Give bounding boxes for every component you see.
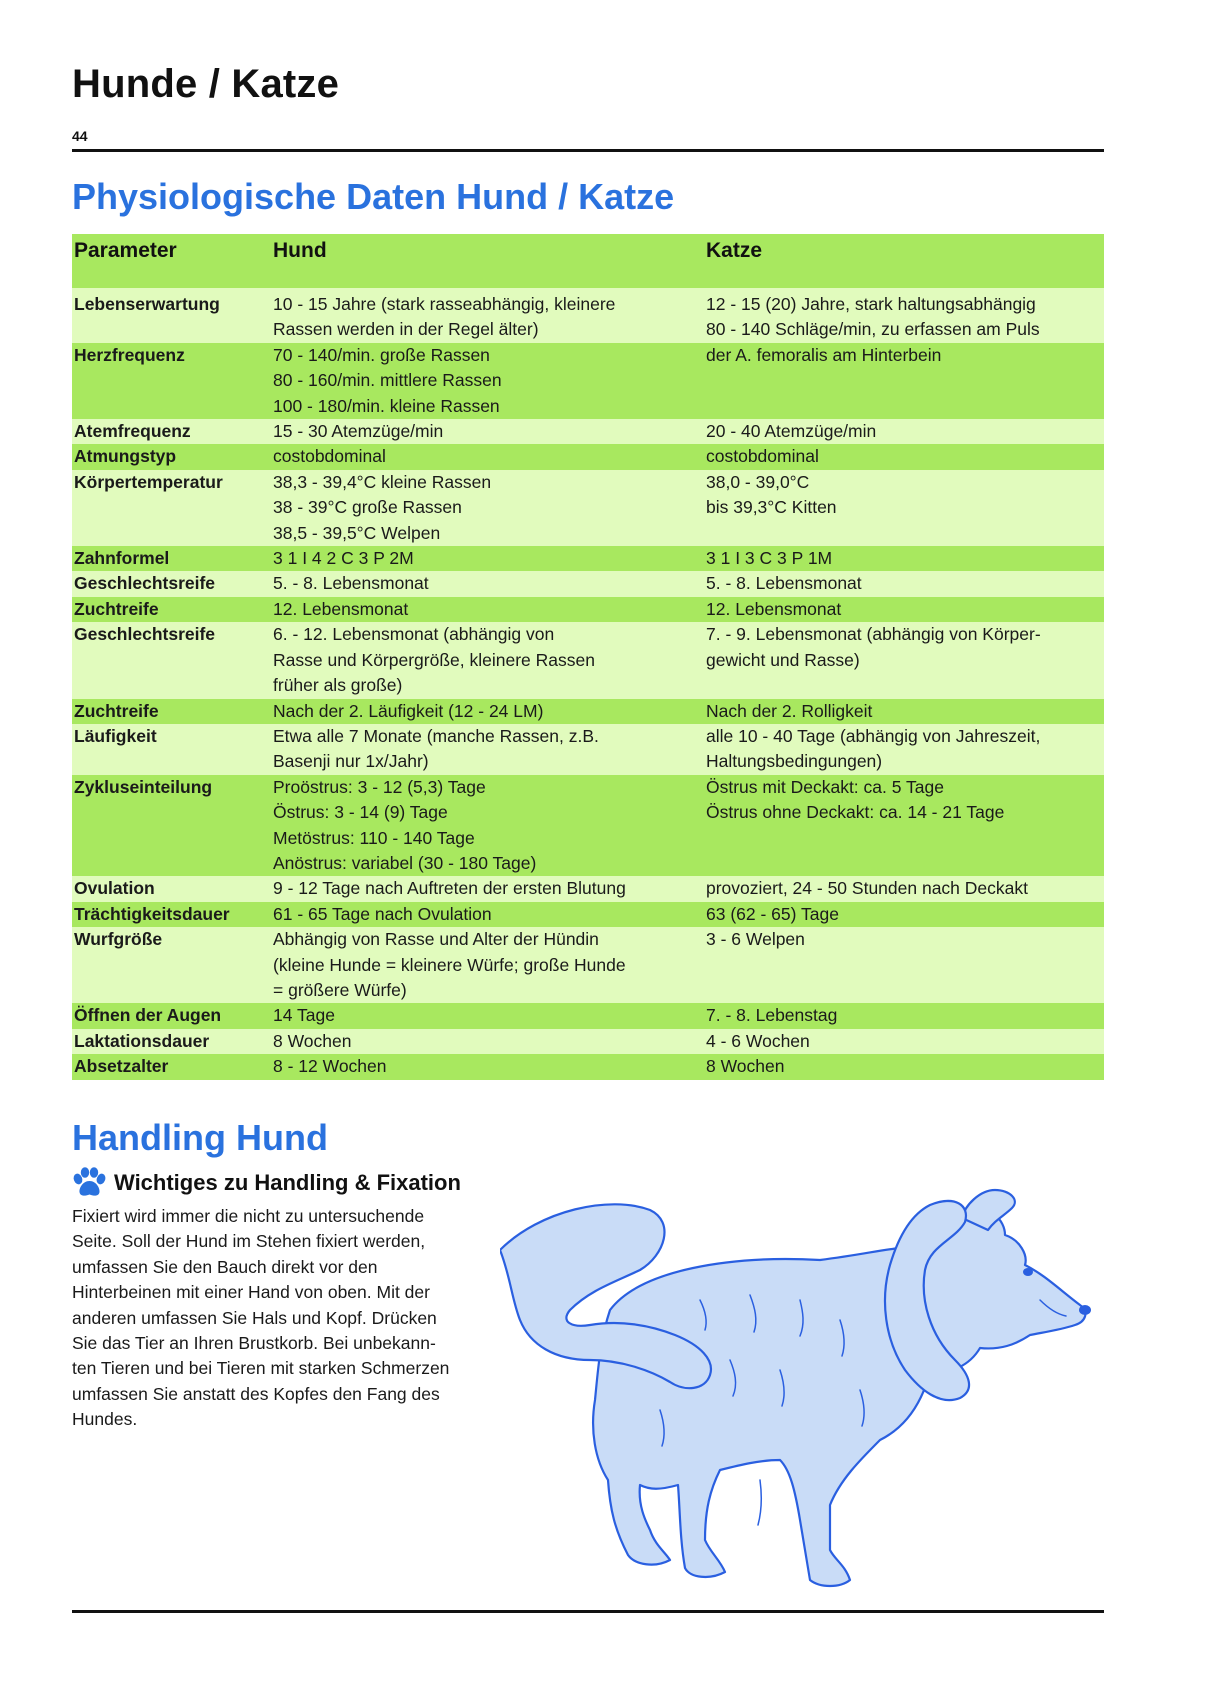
hund-cell <box>271 343 704 419</box>
parameter-cell: Herzfrequenz <box>72 343 271 419</box>
hund-cell-line: 5. - 8. Lebensmonat <box>273 573 429 594</box>
katze-cell <box>704 902 1104 927</box>
table-row <box>72 571 1104 596</box>
hund-cell <box>271 699 704 724</box>
hund-cell-line: 12. Lebensmonat <box>273 598 409 619</box>
body-line: umfassen Sie anstatt des Kopfes den Fang des <box>72 1383 440 1404</box>
table-row <box>72 288 1104 343</box>
hund-cell <box>271 1003 704 1028</box>
parameter-cell: Wurfgröße <box>72 927 271 1003</box>
hund-cell-line: 9 - 12 Tage nach Auftreten der ersten Blutung <box>273 878 626 899</box>
katze-cell-line: 3 - 6 Welpen <box>706 929 805 950</box>
dog-body <box>593 1209 1085 1586</box>
table-row <box>72 775 1104 877</box>
column-header-parameter: Parameter <box>72 234 271 288</box>
hund-cell <box>271 622 704 698</box>
katze-cell <box>704 876 1104 901</box>
parameter-cell: Laktationsdauer <box>72 1029 271 1054</box>
katze-cell-line: 3 1 I 3 C 3 P 1M <box>706 548 833 569</box>
parameter-cell: Zuchtreife <box>72 699 271 724</box>
katze-cell <box>704 419 1104 444</box>
katze-cell-line: 38,0 - 39,0°C <box>706 471 810 492</box>
parameter-cell: Körpertemperatur <box>72 470 271 546</box>
katze-cell <box>704 1029 1104 1054</box>
paw-icon <box>72 1167 106 1199</box>
parameter-cell: Geschlechtsreife <box>72 622 271 698</box>
table-row <box>72 546 1104 571</box>
hund-cell-line: 70 - 140/min. große Rassen <box>273 344 490 365</box>
parameter-cell: Zahnformel <box>72 546 271 571</box>
table-row <box>72 1003 1104 1028</box>
katze-cell <box>704 1054 1104 1079</box>
table-row <box>72 470 1104 546</box>
katze-cell-line: provoziert, 24 - 50 Stunden nach Deckakt <box>706 878 1028 899</box>
hund-cell-line: Nach der 2. Läufigkeit (12 - 24 LM) <box>273 700 544 721</box>
katze-cell <box>704 724 1104 775</box>
hund-cell <box>271 571 704 596</box>
hund-cell-line: Abhängig von Rasse und Alter der Hündin <box>273 929 599 950</box>
body-line: umfassen Sie den Bauch direkt vor den <box>72 1256 378 1277</box>
hund-cell <box>271 444 704 469</box>
parameter-cell: Ovulation <box>72 876 271 901</box>
katze-cell <box>704 470 1104 546</box>
hund-cell <box>271 927 704 1003</box>
table-row <box>72 622 1104 698</box>
body-line: Fixiert wird immer die nicht zu untersuchende <box>72 1206 425 1226</box>
hund-cell-line: 38,3 - 39,4°C kleine Rassen <box>273 471 492 492</box>
parameter-cell: Geschlechtsreife <box>72 571 271 596</box>
katze-cell-line: 4 - 6 Wochen <box>706 1030 810 1051</box>
katze-cell <box>704 546 1104 571</box>
katze-cell-line: Östrus ohne Deckakt: ca. 14 - 21 Tage <box>706 802 1005 823</box>
table-row <box>72 876 1104 901</box>
body-line: Hundes. <box>72 1409 138 1430</box>
katze-cell <box>704 622 1104 698</box>
column-header-katze: Katze <box>704 234 1104 288</box>
hund-cell-line: früher als große) <box>273 675 403 696</box>
katze-cell <box>704 927 1104 1003</box>
hund-cell-line: Rassen werden in der Regel älter) <box>273 319 539 340</box>
hund-cell-line: 8 - 12 Wochen <box>273 1056 387 1077</box>
katze-cell-line: 8 Wochen <box>706 1056 785 1077</box>
hund-cell <box>271 419 704 444</box>
subheading-text: Wichtiges zu Handling & Fixation <box>114 1170 461 1195</box>
hund-cell-line: 61 - 65 Tage nach Ovulation <box>273 903 492 924</box>
table-row <box>72 419 1104 444</box>
body-line: ten Tieren und bei Tieren mit starken Schmerzen <box>72 1358 450 1379</box>
table-row <box>72 1029 1104 1054</box>
table-row <box>72 1054 1104 1079</box>
parameter-cell: Lebenserwartung <box>72 288 271 343</box>
katze-cell-line: 12 - 15 (20) Jahre, stark haltungsabhängig <box>706 294 1036 314</box>
hund-cell-line: Anöstrus: variabel (30 - 180 Tage) <box>273 852 537 873</box>
katze-cell <box>704 699 1104 724</box>
section-title-physiologische-daten: Physiologische Daten Hund / Katze <box>72 176 675 217</box>
parameter-cell: Zykluseinteilung <box>72 775 271 877</box>
hund-cell-line: Basenji nur 1x/Jahr) <box>273 751 429 772</box>
page-title: Hunde / Katze <box>72 62 340 106</box>
katze-cell-line: 63 (62 - 65) Tage <box>706 903 839 924</box>
table-row <box>72 927 1104 1003</box>
katze-cell-line: der A. femoralis am Hinterbein <box>706 344 942 365</box>
table-row <box>72 902 1104 927</box>
hund-cell-line: Metöstrus: 110 - 140 Tage <box>273 827 475 848</box>
body-line: anderen umfassen Sie Hals und Kopf. Drücken <box>72 1307 437 1328</box>
parameter-cell: Zuchtreife <box>72 597 271 622</box>
parameter-cell: Trächtigkeitsdauer <box>72 902 271 927</box>
parameter-cell: Atmungstyp <box>72 444 271 469</box>
katze-cell <box>704 343 1104 419</box>
physiological-data-table <box>72 234 1104 1080</box>
column-header-hund: Hund <box>271 234 704 288</box>
table-body <box>72 288 1104 1080</box>
katze-cell-line: 20 - 40 Atemzüge/min <box>706 421 877 442</box>
body-line: Sie das Tier an Ihren Brustkorb. Bei unbekann- <box>72 1333 436 1354</box>
hund-cell-line: 38,5 - 39,5°C Welpen <box>273 522 441 543</box>
parameter-cell: Atemfrequenz <box>72 419 271 444</box>
hund-cell <box>271 775 704 877</box>
katze-cell-line: 7. - 8. Lebenstag <box>706 1005 838 1026</box>
table-row <box>72 444 1104 469</box>
parameter-cell: Absetzalter <box>72 1054 271 1079</box>
handling-body-text <box>72 1204 512 1433</box>
hund-cell-line: Proöstrus: 3 - 12 (5,3) Tage <box>273 776 486 797</box>
hund-cell-line: 8 Wochen <box>273 1030 352 1051</box>
katze-cell <box>704 775 1104 877</box>
katze-cell <box>704 288 1104 343</box>
katze-cell-line: costobdominal <box>706 446 819 467</box>
hund-cell <box>271 724 704 775</box>
footer-rule <box>72 1610 1104 1613</box>
hund-cell <box>271 597 704 622</box>
parameter-cell: Öffnen der Augen <box>72 1003 271 1028</box>
hund-cell-line: 14 Tage <box>273 1005 335 1026</box>
hund-cell <box>271 470 704 546</box>
hund-cell-line: costobdominal <box>273 446 386 467</box>
body-line: Seite. Soll der Hund im Stehen fixiert werden, <box>72 1231 426 1252</box>
hund-cell-line: = größere Würfe) <box>273 979 407 1000</box>
table-row <box>72 724 1104 775</box>
table-header-row <box>72 234 1104 288</box>
katze-cell <box>704 597 1104 622</box>
hund-cell-line: Rasse und Körpergröße, kleinere Rassen <box>273 649 595 670</box>
parameter-cell: Läufigkeit <box>72 724 271 775</box>
header-rule <box>72 149 1104 152</box>
katze-cell-line: Östrus mit Deckakt: ca. 5 Tage <box>706 776 944 797</box>
katze-cell-line: 5. - 8. Lebensmonat <box>706 573 862 594</box>
hund-cell-line: Etwa alle 7 Monate (manche Rassen, z.B. <box>273 725 599 746</box>
katze-cell-line: 7. - 9. Lebensmonat (abhängig von Körper- <box>706 624 1041 645</box>
table-row <box>72 343 1104 419</box>
subheading-handling-fixation <box>72 1167 461 1199</box>
hund-cell-line: (kleine Hunde = kleinere Würfe; große Hunde <box>273 954 626 975</box>
hund-cell <box>271 288 704 343</box>
hund-cell <box>271 1054 704 1079</box>
table-row <box>72 597 1104 622</box>
hund-cell <box>271 876 704 901</box>
hund-cell <box>271 902 704 927</box>
katze-cell <box>704 571 1104 596</box>
hund-cell <box>271 1029 704 1054</box>
hund-cell-line: 10 - 15 Jahre (stark rasseabhängig, kleinere <box>273 294 616 314</box>
dog-handling-illustration <box>500 1160 1110 1600</box>
katze-cell-line: alle 10 - 40 Tage (abhängig von Jahreszeit, <box>706 725 1041 746</box>
section-title-handling-hund: Handling Hund <box>72 1117 328 1158</box>
katze-cell <box>704 444 1104 469</box>
hund-cell-line: 3 1 I 4 2 C 3 P 2M <box>273 548 414 569</box>
katze-cell-line: Haltungsbedingungen) <box>706 751 883 772</box>
hund-cell-line: 80 - 160/min. mittlere Rassen <box>273 370 502 391</box>
hund-cell-line: 15 - 30 Atemzüge/min <box>273 421 444 442</box>
katze-cell-line: 80 - 140 Schläge/min, zu erfassen am Puls <box>706 319 1040 340</box>
page-number: 44 <box>72 128 88 144</box>
body-line: Hinterbeinen mit einer Hand von oben. Mit der <box>72 1282 430 1303</box>
hund-cell-line: 38 - 39°C große Rassen <box>273 497 462 518</box>
hund-cell <box>271 546 704 571</box>
katze-cell-line: bis 39,3°C Kitten <box>706 497 837 518</box>
katze-cell-line: 12. Lebensmonat <box>706 598 842 619</box>
hund-cell-line: 6. - 12. Lebensmonat (abhängig von <box>273 624 555 645</box>
katze-cell-line: Nach der 2. Rolligkeit <box>706 700 873 721</box>
katze-cell-line: gewicht und Rasse) <box>706 649 860 670</box>
katze-cell <box>704 1003 1104 1028</box>
hund-cell-line: 100 - 180/min. kleine Rassen <box>273 395 500 416</box>
table-row <box>72 699 1104 724</box>
hund-cell-line: Östrus: 3 - 14 (9) Tage <box>273 802 448 823</box>
